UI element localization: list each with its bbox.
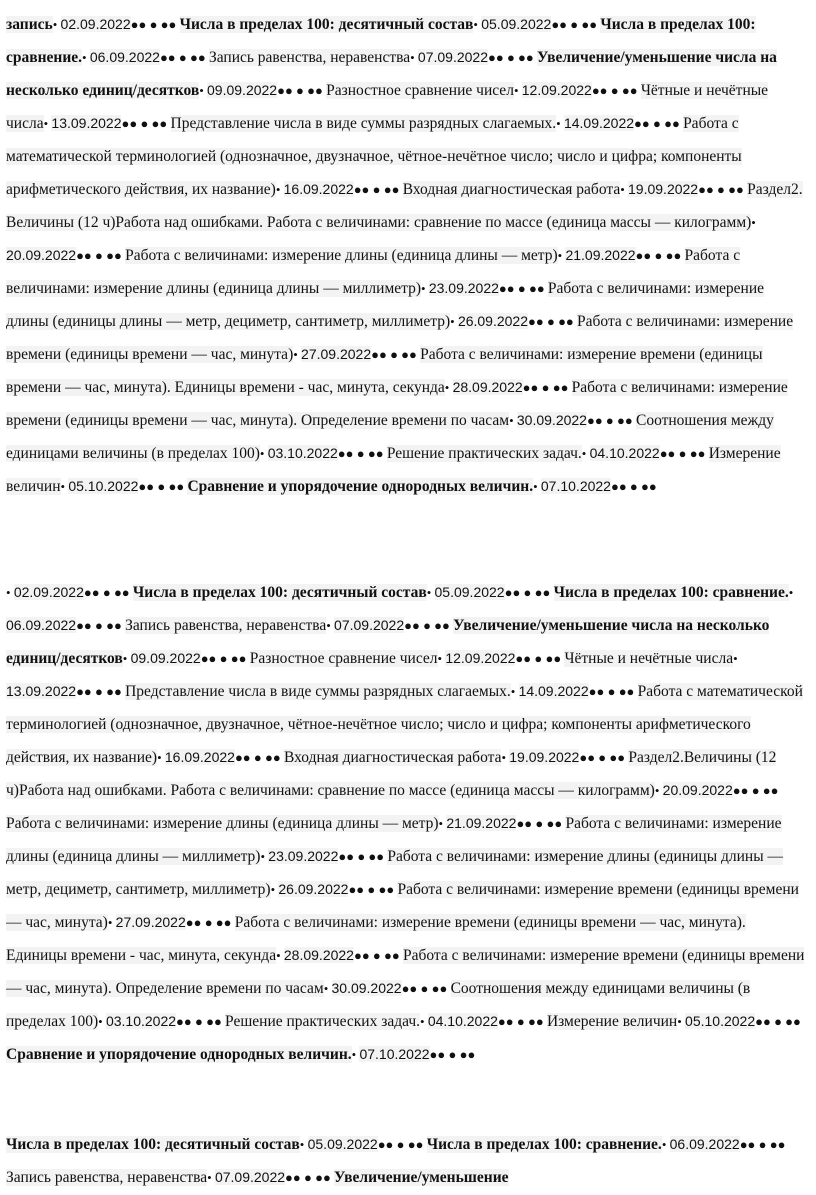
bullet-icon: • <box>620 182 629 197</box>
lesson-topic: Работа с величинами: измерение длины (единица длины — метр) <box>125 247 558 264</box>
dots-icon: ●● ● ●● <box>404 618 454 633</box>
bullet-icon: • <box>199 83 208 98</box>
lesson-topic: Раздел2. Величины (12 ч) <box>6 181 803 231</box>
dots-icon: ●● ● ●● <box>138 479 188 494</box>
lesson-topic: Решение практических задач. <box>225 1013 421 1030</box>
lesson-topic: Увеличение/уменьшение <box>334 1169 509 1186</box>
dots-icon: ●● ● ●● <box>755 1014 801 1029</box>
lesson-topic: Представление числа в виде суммы разрядных слагаемых. <box>125 683 511 700</box>
bullet-icon: • <box>270 882 279 897</box>
lesson-topic: Работа с величинами: измерение длины (единицы длины — метр, дециметр, сантиметр, миллиметр) <box>6 280 764 330</box>
lesson-topic: Работа с величинами: измерение длины (единицы длины — метр, дециметр, сантиметр, миллиметр) <box>6 848 784 898</box>
lesson-topic: Работа с величинами: измерение времени (единицы времени — час, минута) <box>6 881 799 931</box>
bullet-icon: • <box>207 1170 215 1185</box>
bullet-icon: • <box>654 783 663 798</box>
lesson-topic: Работа с величинами: измерение времени (единицы времени — час, минута) <box>6 313 794 363</box>
dots-icon: ●● ● ●● <box>551 17 601 32</box>
lesson-date: 07.09.2022 <box>334 617 405 633</box>
dots-icon: ●● ● ●● <box>497 1014 547 1029</box>
lesson-date: 13.09.2022 <box>6 683 77 699</box>
lesson-date: 06.09.2022 <box>6 617 77 633</box>
lesson-date: 09.09.2022 <box>130 650 201 666</box>
lesson-date: 27.09.2022 <box>301 346 372 362</box>
bullet-icon: • <box>60 479 69 494</box>
lesson-topic: Работа над ошибками. Работа с величинами: сравнение по массе (единица массы — килограмм) <box>18 782 655 799</box>
lesson-date: 05.10.2022 <box>68 478 139 494</box>
dots-icon: ●● ● ●● <box>634 116 684 131</box>
lesson-topic: Числа в пределах 100: сравнение. <box>553 584 789 601</box>
bullet-icon: • <box>581 446 590 461</box>
dots-icon: ●● ● ●● <box>739 1137 786 1152</box>
lesson-date: 05.09.2022 <box>434 584 505 600</box>
lesson-topic: Работа с величинами: измерение времени (единицы времени — час, минута). Единицы времени - час, минута, секунда <box>6 914 746 964</box>
dots-icon: ●● ● ●● <box>586 413 636 428</box>
lesson-date: 23.09.2022 <box>428 280 499 296</box>
lesson-topic: Работа с математической терминологией (однозначное, двузначное, чётное-нечётное число; число и цифра; компоненты арифметического действия, их название) <box>6 115 742 198</box>
lesson-topic: Увеличение/уменьшение числа на несколько единиц/десятков <box>6 49 777 99</box>
lesson-date: 07.10.2022 <box>359 1046 430 1062</box>
dots-icon: ●● ● ●● <box>588 684 638 699</box>
dots-icon: ●● ● ●● <box>401 981 451 996</box>
lesson-topic: Числа в пределах 100: сравнение. <box>6 16 756 66</box>
lesson-date: 05.09.2022 <box>481 16 552 32</box>
dots-icon: ●● ● ●● <box>610 479 657 494</box>
lesson-topic: Числа в пределах 100: сравнение. <box>426 1136 662 1153</box>
lesson-topic: Чётные и нечётные числа <box>6 82 769 132</box>
dots-icon: ●● ● ●● <box>528 314 578 329</box>
lesson-date: 30.09.2022 <box>516 412 587 428</box>
bullet-icon: • <box>259 446 268 461</box>
dots-icon: ●● ● ●● <box>285 1170 335 1185</box>
dots-icon: ●● ● ●● <box>76 684 126 699</box>
bullet-icon: • <box>43 116 52 131</box>
dots-icon: ●● ● ●● <box>185 915 235 930</box>
lesson-date: 26.09.2022 <box>457 313 529 329</box>
lesson-list-block-2 <box>6 576 810 1128</box>
lesson-topic: Решение практических задач. <box>386 445 582 462</box>
lesson-topic: Соотношения между единицами величины (в пределах 100) <box>6 412 774 462</box>
dots-icon: ●● ● ●● <box>234 750 284 765</box>
bullet-icon: • <box>444 380 453 395</box>
bullet-icon: • <box>788 585 794 600</box>
dots-icon: ●● ● ●● <box>353 948 403 963</box>
lesson-topic: Работа с величинами: измерение длины (единица длины — миллиметр) <box>6 247 741 297</box>
bullet-icon: • <box>533 479 541 494</box>
bullet-icon: • <box>52 17 61 32</box>
dots-icon: ●● ● ●● <box>429 1047 476 1062</box>
bullet-icon: • <box>421 281 429 296</box>
lesson-topic: Увеличение/уменьшение числа на несколько единиц/десятков <box>6 617 770 667</box>
dots-icon: ●● ● ●● <box>635 248 685 263</box>
lesson-date: 16.09.2022 <box>164 749 235 765</box>
lesson-topic: Сравнение и упорядочение однородных величин. <box>6 1046 352 1063</box>
bullet-icon: • <box>326 618 335 633</box>
lesson-topic: Запись равенства, неравенства <box>208 49 411 66</box>
bullet-icon: • <box>426 585 435 600</box>
lesson-date: 13.09.2022 <box>51 115 122 131</box>
bullet-icon: • <box>260 849 269 864</box>
lesson-date: 02.09.2022 <box>13 584 84 600</box>
bullet-icon: • <box>299 1137 308 1152</box>
lesson-date: 09.09.2022 <box>207 82 278 98</box>
lesson-topic: Входная диагностическая работа <box>283 749 502 766</box>
dots-icon: ●● ● ●● <box>348 882 398 897</box>
lesson-date: 07.09.2022 <box>417 49 488 65</box>
lesson-topic: Чётные и нечётные числа <box>564 650 734 667</box>
dots-icon: ●● ● ●● <box>338 849 388 864</box>
lesson-date: 06.09.2022 <box>669 1136 740 1152</box>
bullet-icon: • <box>82 50 90 65</box>
dots-icon: ●● ● ●● <box>522 380 572 395</box>
dots-icon: ●● ● ●● <box>377 1137 427 1152</box>
dots-icon: ●● ● ●● <box>353 182 403 197</box>
dots-icon: ●● ● ●● <box>76 618 126 633</box>
lesson-date: 20.09.2022 <box>662 782 733 798</box>
bullet-icon: • <box>556 116 564 131</box>
lesson-date: 03.10.2022 <box>267 445 338 461</box>
lesson-topic: Представление числа в виде суммы разрядных слагаемых. <box>170 115 557 132</box>
dots-icon: ●● ● ●● <box>498 281 548 296</box>
dots-icon: ●● ● ●● <box>83 585 133 600</box>
lesson-topic: Сравнение и упорядочение однородных величин. <box>187 478 534 495</box>
bullet-icon: • <box>661 1137 670 1152</box>
lesson-topic: Разностное сравнение чисел <box>249 650 438 667</box>
lesson-date: 05.10.2022 <box>685 1013 756 1029</box>
lesson-date: 04.10.2022 <box>589 445 660 461</box>
lesson-topic: Числа в пределах 100: десятичный состав <box>6 1136 300 1153</box>
lesson-date: 21.09.2022 <box>446 815 517 831</box>
bullet-icon: • <box>157 750 165 765</box>
lesson-topic: Работа с величинами: измерение времени (единицы времени — час, минута). Определение времени по часам <box>6 379 788 429</box>
lesson-date: 16.09.2022 <box>283 181 354 197</box>
lesson-topic: Раздел2.Величины (12 ч) <box>6 749 777 799</box>
lesson-date: 12.09.2022 <box>521 82 592 98</box>
bullet-icon: • <box>501 750 510 765</box>
bullet-icon: • <box>122 651 131 666</box>
lesson-date: 27.09.2022 <box>115 914 186 930</box>
bullet-icon: • <box>677 1014 686 1029</box>
lesson-date: 23.09.2022 <box>268 848 339 864</box>
lesson-topic: Соотношения между единицами величины (в пределах 100) <box>6 980 751 1030</box>
lesson-date: 28.09.2022 <box>283 947 354 963</box>
lesson-date: 14.09.2022 <box>563 115 635 131</box>
lesson-topic: Запись равенства, неравенства <box>6 1169 208 1186</box>
lesson-topic: Работа над ошибками. Работа с величинами: сравнение по массе (единица массы — килограмм) <box>115 214 752 231</box>
lesson-topic: Измерение величин <box>6 445 781 495</box>
bullet-icon: • <box>733 651 738 666</box>
bullet-icon: • <box>450 314 458 329</box>
lesson-topic: Разностное сравнение чисел <box>326 82 514 99</box>
dots-icon: ●● ● ●● <box>732 783 779 798</box>
bullet-icon: • <box>351 1047 360 1062</box>
bullet-icon: • <box>6 585 14 600</box>
lesson-date: 07.10.2022 <box>540 478 611 494</box>
lesson-topic: Входная диагностическая работа <box>402 181 621 198</box>
bullet-icon: • <box>513 83 522 98</box>
dots-icon: ●● ● ●● <box>698 182 748 197</box>
dots-icon: ●● ● ●● <box>659 446 709 461</box>
lesson-date: 30.09.2022 <box>331 980 402 996</box>
bullet-icon: • <box>510 684 519 699</box>
dots-icon: ●● ● ●● <box>337 446 387 461</box>
bullet-icon: • <box>323 981 332 996</box>
bullet-icon: • <box>107 915 116 930</box>
lesson-date: 03.10.2022 <box>105 1013 177 1029</box>
lesson-topic: Измерение величин <box>546 1013 678 1030</box>
dots-icon: ●● ● ●● <box>200 651 250 666</box>
dots-icon: ●● ● ●● <box>487 50 537 65</box>
lesson-topic: Работа с величинами: измерение длины (единица длины — метр) <box>6 815 439 832</box>
dots-icon: ●● ● ●● <box>277 83 327 98</box>
bullet-icon: • <box>438 816 447 831</box>
bullet-icon: • <box>410 50 418 65</box>
lesson-date: 20.09.2022 <box>6 247 77 263</box>
lesson-topic: Работа с величинами: измерение времени (единицы времени — час, минута). Единицы времени - час, минута, секунда <box>6 346 763 396</box>
lesson-date: 07.09.2022 <box>214 1169 286 1185</box>
bullet-icon: • <box>275 182 284 197</box>
bullet-icon: • <box>276 948 284 963</box>
lesson-topic: Числа в пределах 100: десятичный состав <box>132 584 427 601</box>
lesson-date: 04.10.2022 <box>427 1013 498 1029</box>
bullet-icon: • <box>473 17 482 32</box>
dots-icon: ●● ● ●● <box>121 116 171 131</box>
lesson-topic: Работа с величинами: измерение длины (единица длины — миллиметр) <box>6 815 782 865</box>
dots-icon: ●● ● ●● <box>176 1014 226 1029</box>
lesson-topic: запись <box>6 16 53 33</box>
dots-icon: ●● ● ●● <box>516 816 566 831</box>
lesson-date: 26.09.2022 <box>278 881 349 897</box>
bullet-icon: • <box>437 651 446 666</box>
dots-icon: ●● ● ●● <box>130 17 180 32</box>
dots-icon: ●● ● ●● <box>579 750 629 765</box>
lesson-date: 06.09.2022 <box>89 49 160 65</box>
bullet-icon: • <box>420 1014 428 1029</box>
bullet-icon: • <box>293 347 302 362</box>
lesson-date: 19.09.2022 <box>628 181 699 197</box>
lesson-date: 28.09.2022 <box>452 379 523 395</box>
bullet-icon: • <box>98 1014 106 1029</box>
bullet-icon: • <box>751 215 756 230</box>
lesson-date: 14.09.2022 <box>518 683 589 699</box>
dots-icon: ●● ● ●● <box>159 50 209 65</box>
dots-icon: ●● ● ●● <box>76 248 126 263</box>
lesson-date: 21.09.2022 <box>565 247 636 263</box>
lesson-date: 02.09.2022 <box>60 16 131 32</box>
lesson-date: 19.09.2022 <box>509 749 580 765</box>
lesson-topic: Запись равенства, неравенства <box>125 617 327 634</box>
dots-icon: ●● ● ●● <box>591 83 641 98</box>
lesson-topic: Работа с величинами: измерение времени (единицы времени — час, минута). Определение времени по часам <box>6 947 805 997</box>
lesson-date: 05.09.2022 <box>307 1136 378 1152</box>
lesson-list-block-1 <box>6 8 810 578</box>
dots-icon: ●● ● ●● <box>515 651 565 666</box>
bullet-icon: • <box>557 248 566 263</box>
lesson-topic: Числа в пределах 100: десятичный состав <box>179 16 474 33</box>
lesson-topic: Работа с математической терминологией (однозначное, двузначное, чётное-нечётное число; число и цифра; компоненты арифметического действия, их название) <box>6 683 803 766</box>
dots-icon: ●● ● ●● <box>371 347 421 362</box>
lesson-date: 12.09.2022 <box>445 650 516 666</box>
lesson-list-block-3 <box>6 1128 810 1195</box>
bullet-icon: • <box>509 413 517 428</box>
dots-icon: ●● ● ●● <box>504 585 554 600</box>
